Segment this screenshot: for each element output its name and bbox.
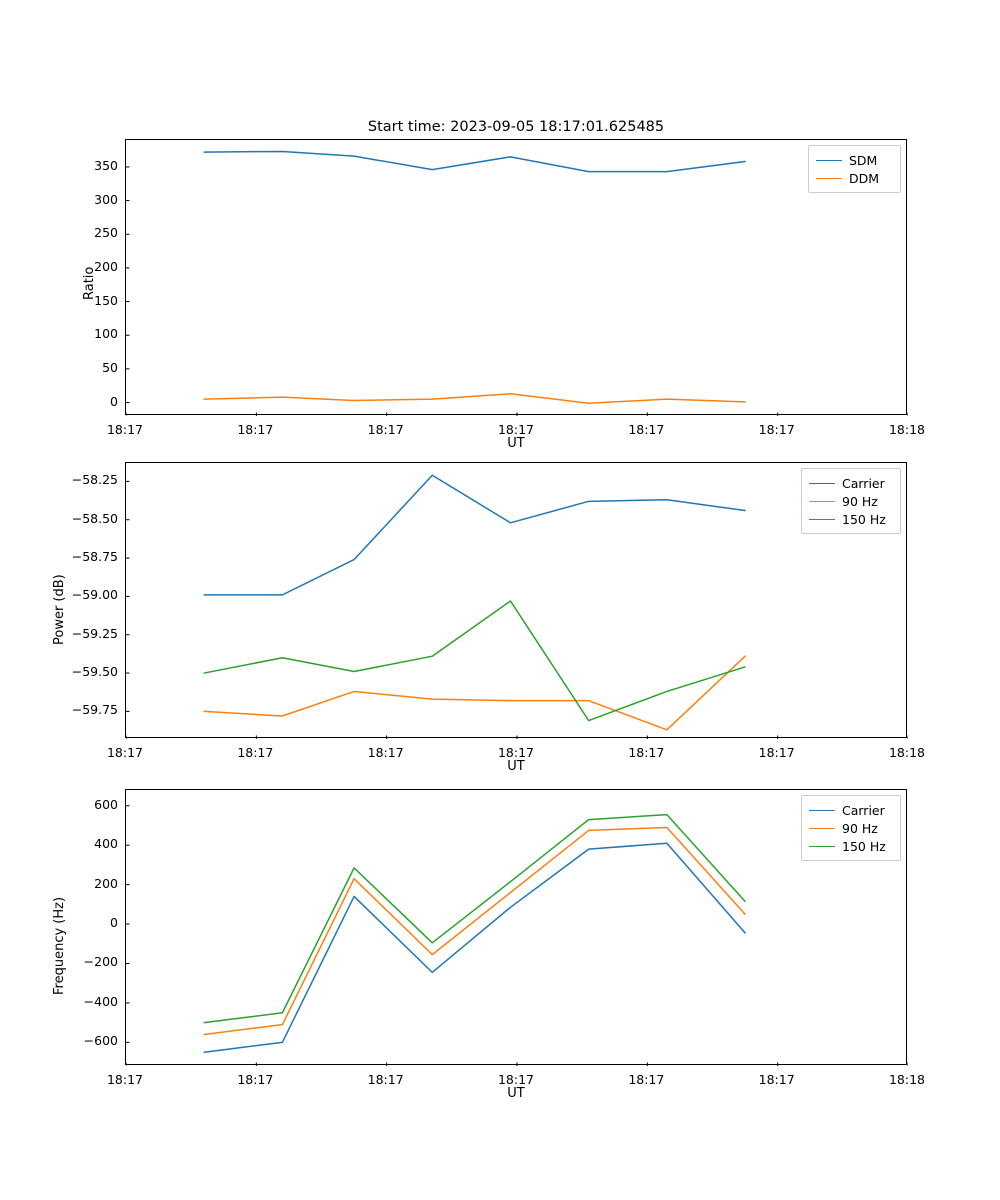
ytick-label: 100 [94,326,118,342]
xtick-label: 18:17 [628,1072,665,1087]
xtick-label: 18:17 [367,1072,404,1087]
xtick-label: 18:17 [628,422,665,437]
ytick-label: 200 [94,875,118,891]
ytick-label: 300 [94,191,118,207]
legend-item[interactable] [809,801,893,819]
ytick-label: −58.75 [71,549,118,565]
xtick-label: 18:18 [888,1072,926,1087]
ylabel-frequency: Frequency (Hz) [52,896,67,995]
ytick-label: 350 [94,157,118,173]
series-line-90-hz [204,827,745,1034]
legend-label: 150 Hz [842,838,886,854]
legend-item[interactable] [809,510,893,528]
xtick-label: 18:17 [497,1072,535,1087]
legend-label: Carrier [842,475,885,491]
ytick-label: −58.50 [71,510,118,526]
ytick-label: −200 [83,954,118,970]
ytick-label: −58.25 [71,472,118,488]
xtick-label: 18:17 [237,1072,274,1087]
legend-label: DDM [849,170,880,186]
axes-frequency [125,789,907,1065]
legend-item[interactable] [809,819,893,837]
xtick-label: 18:17 [497,745,535,760]
legend-item[interactable] [809,492,893,510]
xtick-label: 18:17 [758,422,795,437]
legend-item[interactable] [809,474,893,492]
xtick-label: 18:17 [106,422,144,437]
legend-color-swatch [809,501,835,502]
legend-frequency[interactable] [801,795,901,861]
xtick-label: 18:17 [497,422,535,437]
series-line-ddm [204,394,745,403]
xtick-label: 18:17 [367,422,404,437]
xtick-label: 18:17 [628,745,665,760]
legend-label: 150 Hz [842,511,886,527]
ytick-label: −600 [83,1033,118,1049]
legend-ratio[interactable] [808,145,901,193]
ytick-label: 0 [110,915,118,931]
legend-color-swatch [816,178,842,179]
xtick-label: 18:17 [237,422,274,437]
axes-ratio [125,139,907,415]
legend-label: 90 Hz [842,493,878,509]
legend-color-swatch [809,483,835,484]
legend-label: SDM [849,152,878,168]
legend-label: Carrier [842,802,885,818]
series-line-carrier [204,475,745,595]
ytick-label: −59.00 [71,587,118,603]
xtick-label: 18:17 [106,745,144,760]
xtick-label: 18:17 [237,745,274,760]
xtick-label: 18:18 [888,422,926,437]
xlabel-frequency: UT [507,1086,525,1101]
xtick-label: 18:18 [888,745,926,760]
ytick-label: 150 [94,292,118,308]
series-line-sdm [204,151,745,171]
axes-power [125,462,907,738]
series-line-carrier [204,843,745,1052]
legend-item[interactable] [816,151,893,169]
legend-color-swatch [809,846,835,847]
ytick-label: 250 [94,225,118,241]
legend-label: 90 Hz [842,820,878,836]
figure-title: Start time: 2023-09-05 18:17:01.625485 [367,119,665,135]
ytick-label: 50 [102,359,118,375]
ytick-label: −59.75 [71,702,118,718]
plot-lines [126,140,908,416]
ytick-label: −400 [83,993,118,1009]
xtick-label: 18:17 [367,745,404,760]
legend-item[interactable] [809,837,893,855]
xlabel-ratio: UT [507,436,525,451]
xlabel-power: UT [507,759,525,774]
ytick-label: −59.50 [71,664,118,680]
plot-lines [126,463,908,739]
ylabel-ratio: Ratio [82,266,97,300]
legend-color-swatch [809,519,835,520]
ytick-label: 400 [94,836,118,852]
ytick-label: 200 [94,258,118,274]
legend-power[interactable] [801,468,901,534]
legend-color-swatch [816,160,842,161]
xtick-label: 18:17 [758,745,795,760]
legend-item[interactable] [816,169,893,187]
plot-lines [126,790,908,1066]
xtick-label: 18:17 [106,1072,144,1087]
legend-color-swatch [809,828,835,829]
ytick-label: 600 [94,796,118,812]
ytick-label: −59.25 [71,625,118,641]
series-line-150-hz [204,815,745,1023]
series-line-150-hz [204,601,745,721]
ylabel-power: Power (dB) [52,574,67,645]
legend-color-swatch [809,810,835,811]
xtick-label: 18:17 [758,1072,795,1087]
ytick-label: 0 [110,393,118,409]
